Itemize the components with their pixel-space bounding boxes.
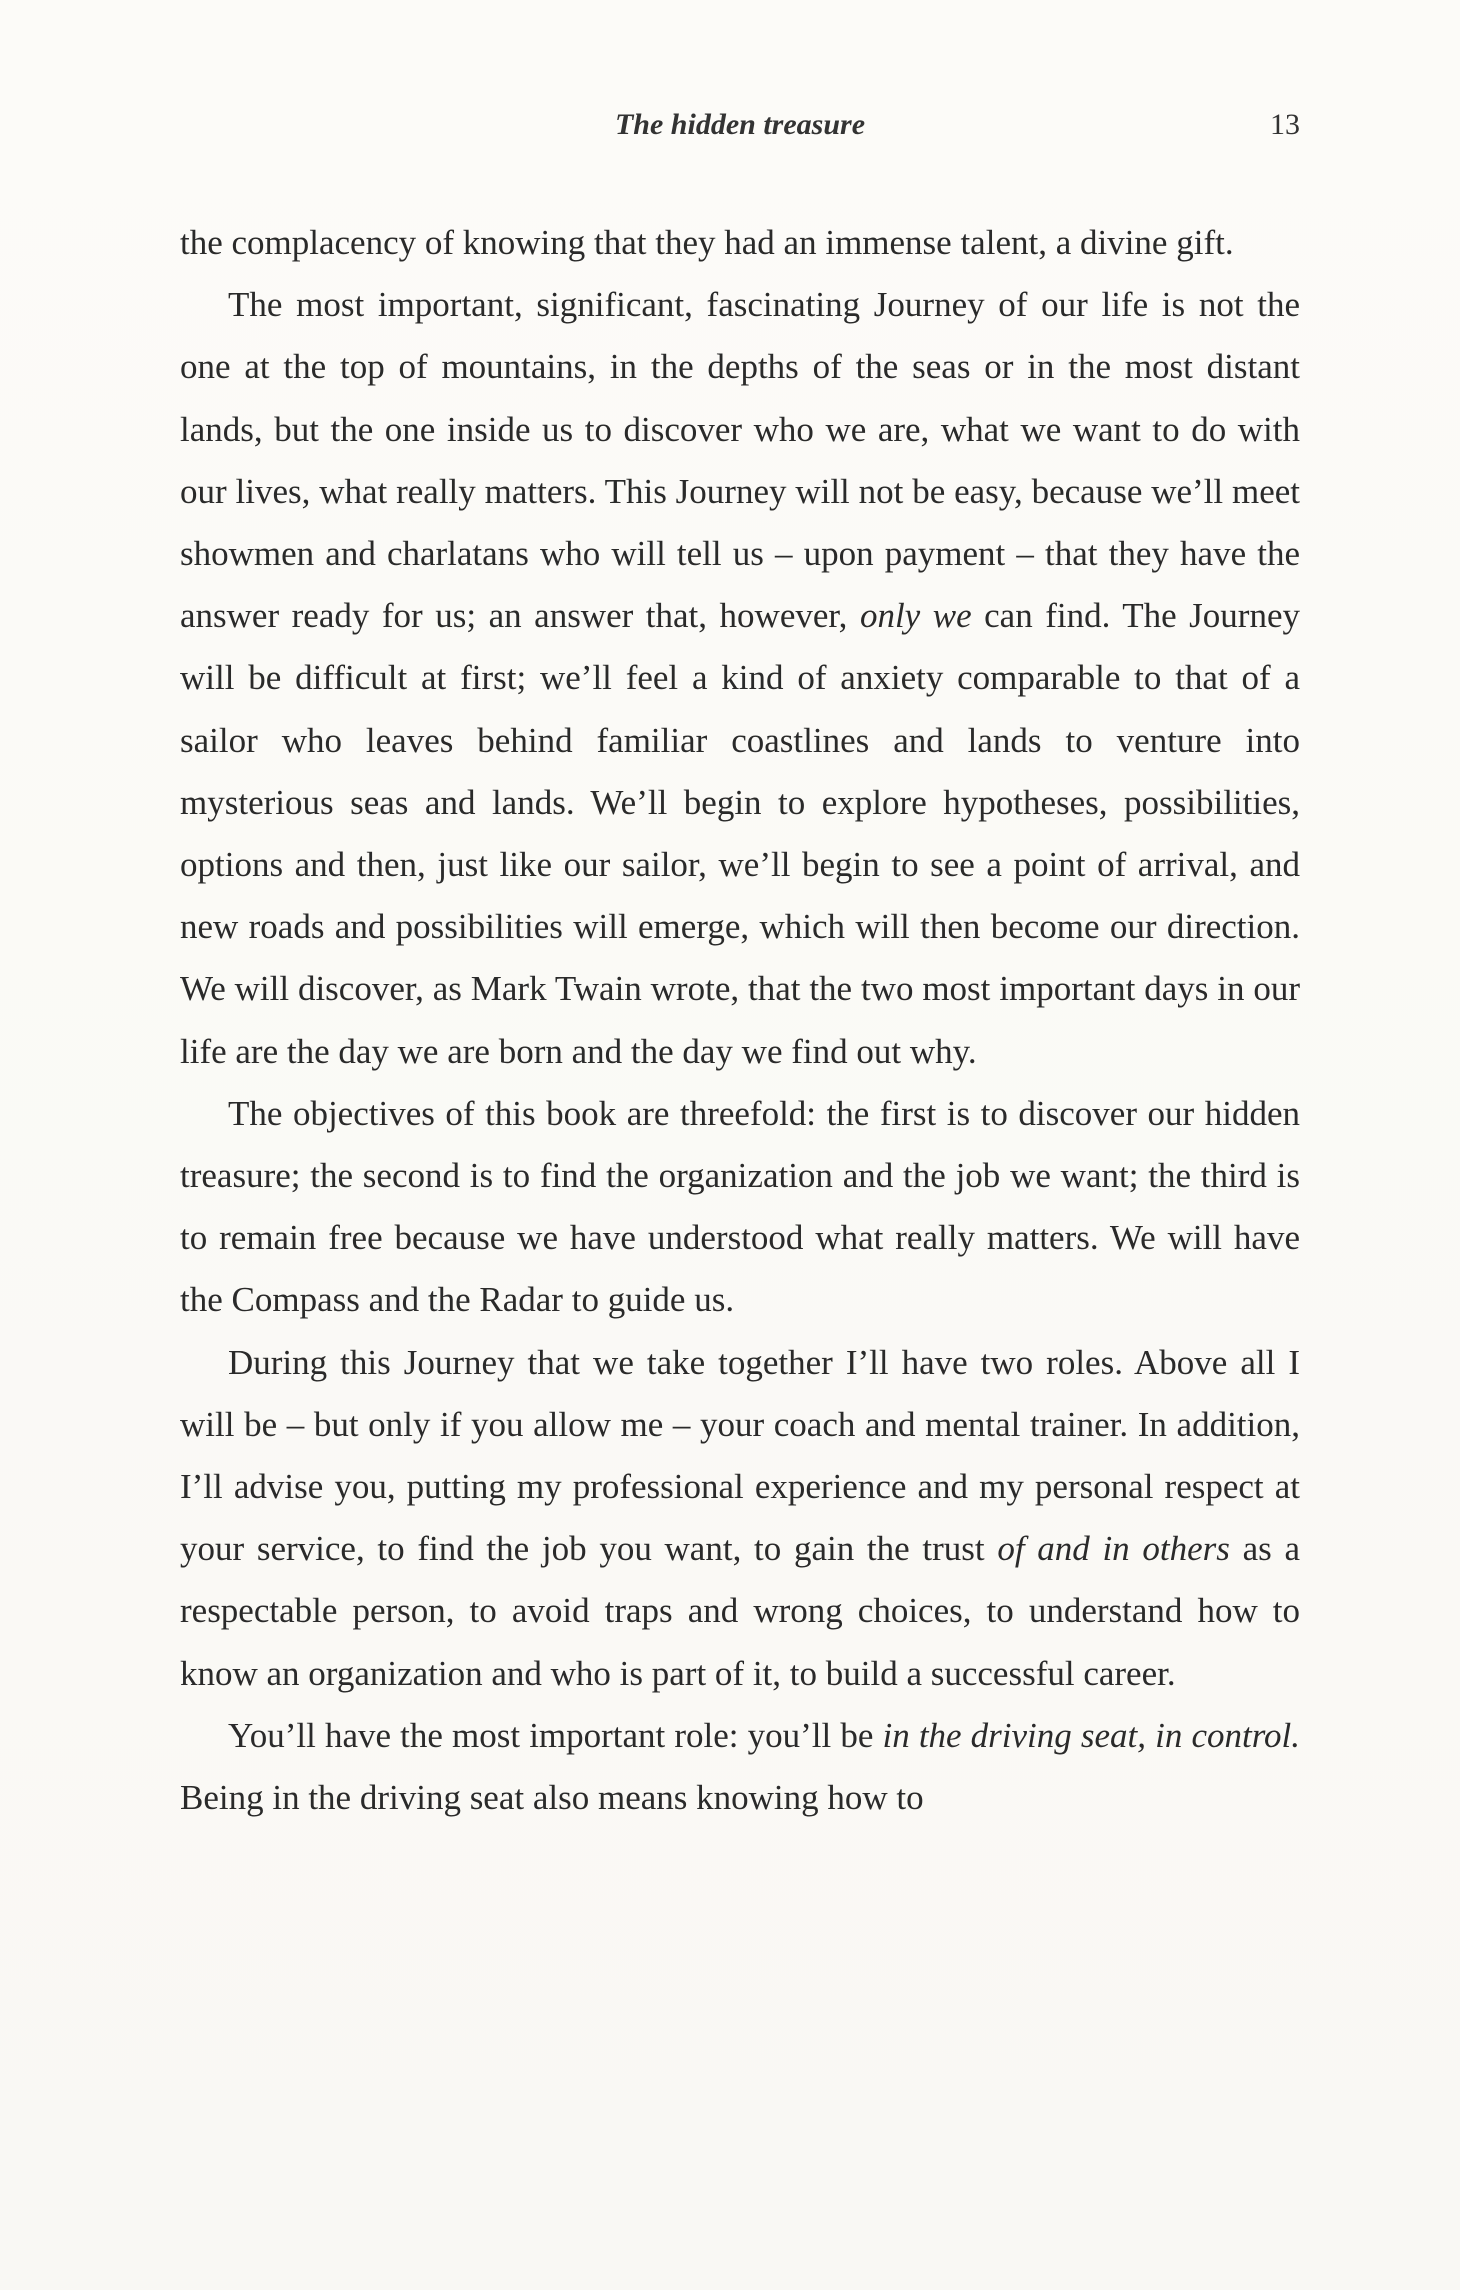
paragraph-5-emphasis: in the driving seat, in control. [882, 1715, 1301, 1755]
running-title: The hidden treasure [614, 108, 866, 141]
paragraph-2-emphasis: only we [859, 596, 972, 636]
paragraph-1 [180, 212, 1300, 274]
body-text [180, 212, 1300, 1829]
paragraph-2-text-a: The most important, significant, fascinating Journey of our life is not the one at the top of mountains, in the depths of the seas or in the most distant lands, but the one inside us to discover who we are, what we want to do with our lives, what really matters. This Journey will not be easy, because we’ll meet showmen and charlatans who will tell us – upon payment – that they have the answer ready for us; an answer that, however, [180, 285, 1300, 636]
paragraph-3 [180, 1083, 1300, 1332]
paragraph-4-emphasis: of and in others [997, 1529, 1230, 1569]
paragraph-5 [180, 1705, 1300, 1829]
paragraph-4-text-b: as a respectable person, to avoid traps and wrong choices, to understand how to know an organization and who is part of it, to build a successful career. [180, 1529, 1300, 1693]
paragraph-5-text-b: Being in the driving seat also means knowing how to [180, 1778, 924, 1818]
paragraph-3-text: The objectives of this book are threefold: the first is to discover our hidden treasure; the second is to find the organization and the job we want; the third is to remain free because we have understood what really matters. We will have the Compass and the Radar to guide us. [180, 1093, 1300, 1320]
page-number: 13 [1270, 108, 1300, 141]
paragraph-4-text-a: During this Journey that we take together I’ll have two roles. Above all I will be – but only if you allow me – your coach and mental trainer. In addition, I’ll advise you, putting my professional experience and my personal respect at your service, to find the job you want, to gain the trust [180, 1342, 1300, 1569]
paragraph-2 [180, 274, 1300, 1083]
paragraph-5-text-a: You’ll have the most important role: you’ll be [228, 1715, 883, 1755]
paragraph-4 [180, 1332, 1300, 1705]
paragraph-2-text-b: can find. The Journey will be difficult at first; we’ll feel a kind of anxiety comparable to that of a sailor who leaves behind familiar coastlines and lands to venture into mysterious seas and lands. We’ll begin to explore hypotheses, possibilities, options and then, just like our sailor, we’ll begin to see a point of arrival, and new roads and possibilities will emerge, which will then become our direction. We will discover, as Mark Twain wrote, that the two most important days in our life are the day we are born and the day we find out why. [180, 596, 1300, 1071]
paragraph-1-text: the complacency of knowing that they had an immense talent, a divine gift. [180, 223, 1234, 262]
page-header [180, 100, 1300, 150]
